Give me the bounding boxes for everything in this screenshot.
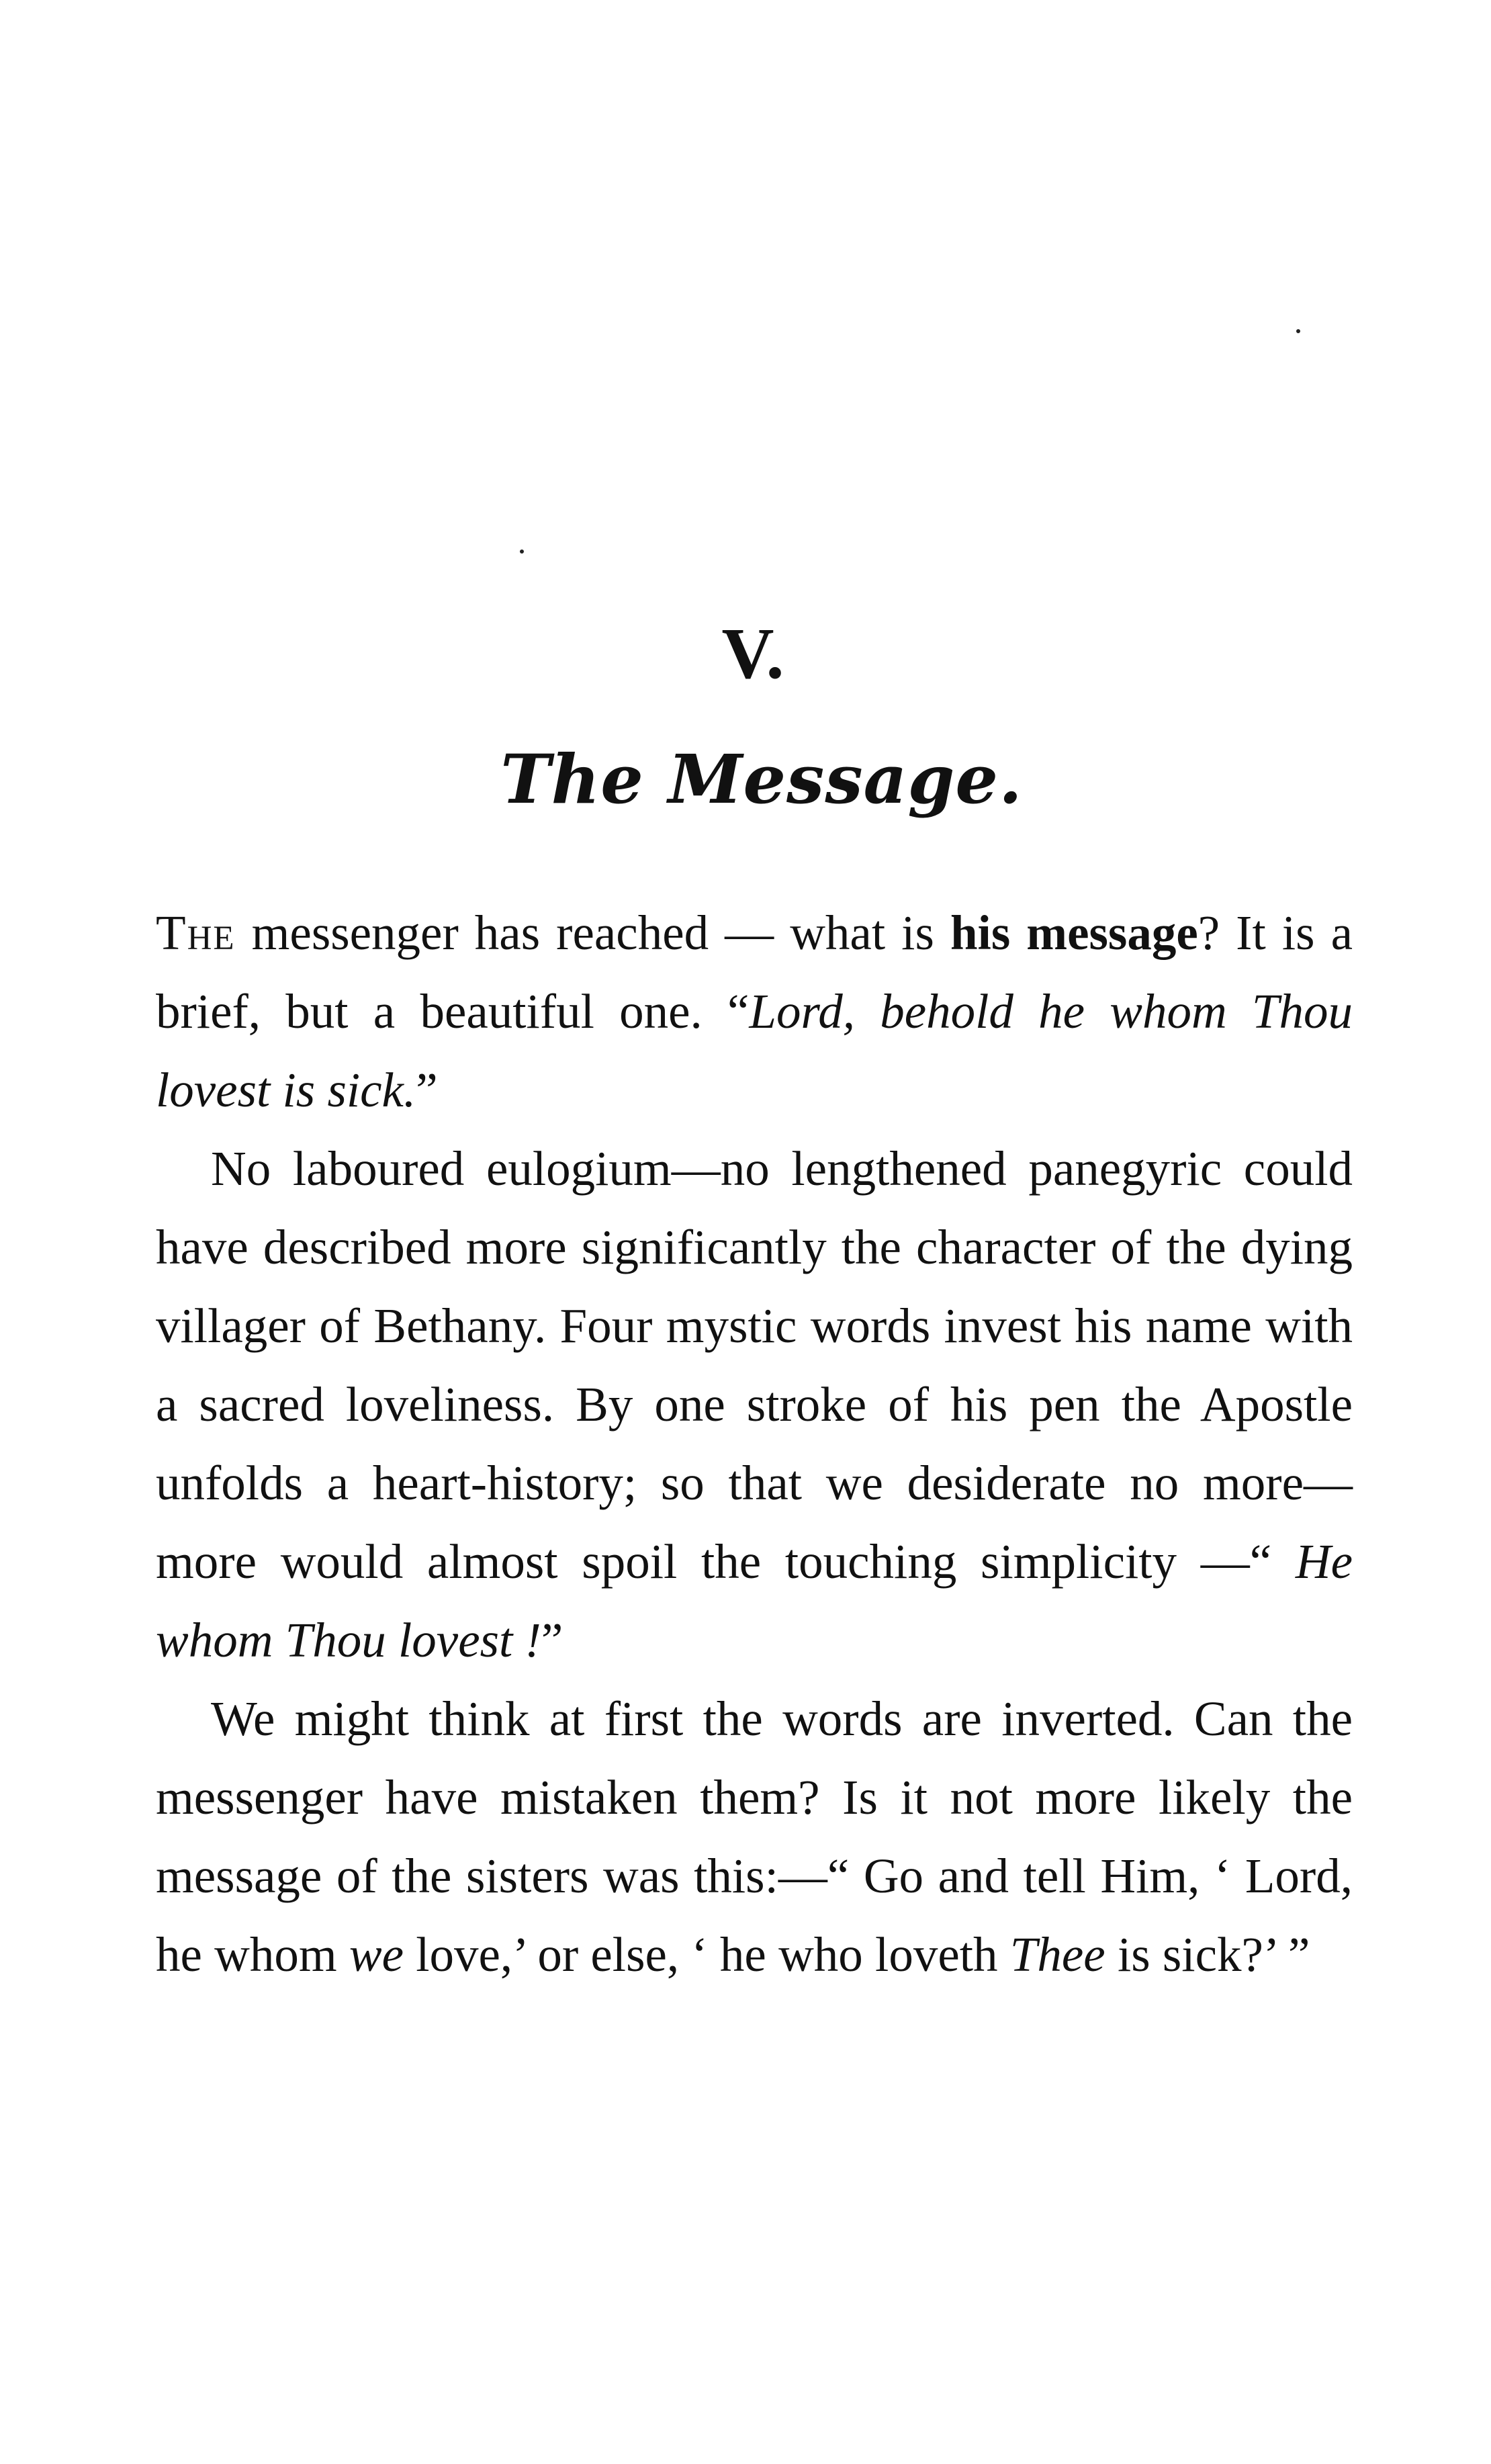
paragraph-3: We might think at first the words are inverted. Can the messenger have mistaken them? Is it not more likely the message of the sisters was this:—“ Go and tell Him, ‘ Lord, he whom we love,’ or else, ‘ he who loveth Thee is sick?’ ” — [156, 1691, 1353, 1982]
chapter-title: The Message. — [500, 740, 1023, 819]
italic-word: Thee — [1009, 1927, 1105, 1982]
ink-speck — [520, 549, 524, 554]
paragraph-1: The messenger has reached — what is his message? It is a brief, but a beautiful one. “Lord, behold he whom Thou lovest is sick.” — [156, 906, 1353, 1117]
ink-speck — [1296, 329, 1300, 333]
paragraph-2: No laboured eulogium—no lengthened panegyric could have described more significantly the character of the dying villager of Bethany. Four mystic words invest his name with a sacred loveliness. By one stroke of his pen the Apostle unfolds a heart-history; so that we desiderate no more—more would almost spoil the touching simplicity —“ He whom Thou lovest !” — [156, 1141, 1353, 1667]
small-caps-lead: The — [156, 906, 236, 960]
italic-word: we — [349, 1927, 404, 1982]
chapter-number: V. — [721, 614, 786, 694]
italic-quote: He whom Thou lovest ! — [156, 1534, 1353, 1667]
body-text — [156, 893, 1353, 1994]
italic-quote: Lord, behold he whom Thou lovest is sick. — [156, 984, 1353, 1117]
